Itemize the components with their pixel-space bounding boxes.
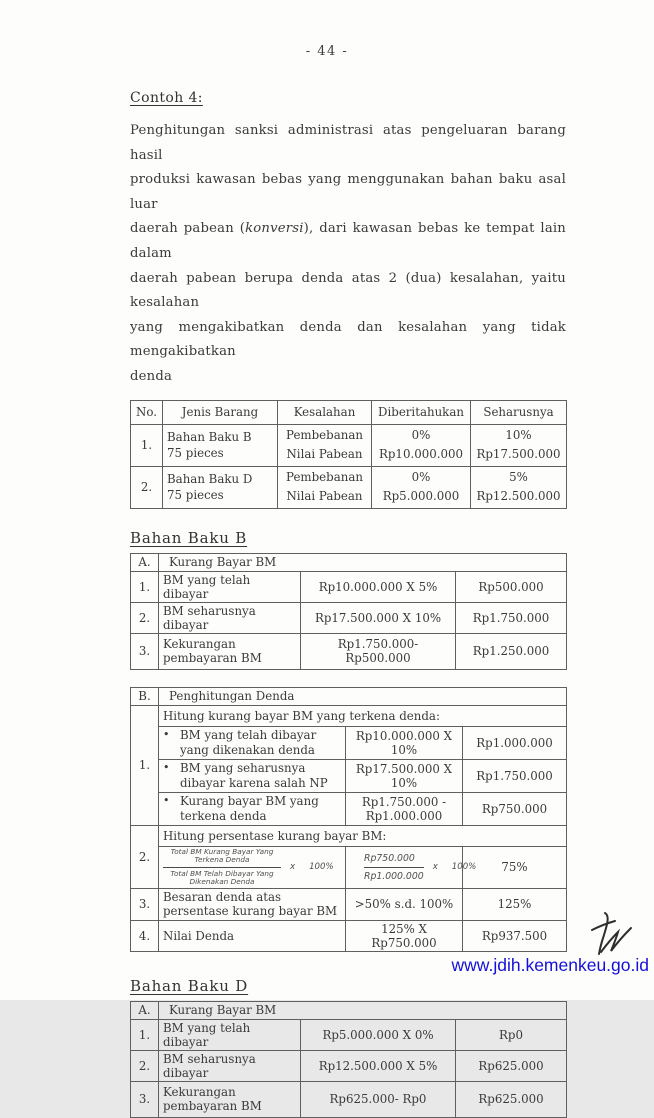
col-header-no: No. bbox=[131, 400, 163, 424]
table-row-step-3 bbox=[131, 888, 567, 920]
bullet-text: Kurang bayar BM yang terkena denda bbox=[180, 794, 319, 823]
cell-result: 75% bbox=[463, 846, 567, 888]
jenis-barang-table bbox=[130, 400, 567, 509]
table-row-step-4 bbox=[131, 920, 567, 951]
col-header-seharusnya: Seharusnya bbox=[471, 400, 567, 424]
barang-qty: 75 pieces bbox=[167, 488, 224, 503]
cell-result: Rp625.000 bbox=[456, 1050, 567, 1081]
table-row bbox=[131, 1081, 567, 1117]
cell-calc: Rp1.750.000 - Rp1.000.000 bbox=[346, 792, 463, 825]
cell-jenis-barang bbox=[163, 466, 278, 508]
cell-seharusnya bbox=[471, 424, 567, 466]
jdih-kemenkeu-link[interactable]: www.jdih.kemenkeu.go.id bbox=[451, 955, 649, 975]
bullet-icon: • bbox=[163, 794, 170, 808]
cell-label: BM yang telah dibayar bbox=[159, 571, 301, 602]
table-row-bullet bbox=[131, 792, 567, 825]
cell-calc: Rp10.000.000 X 10% bbox=[346, 726, 463, 759]
cell-result: Rp1.000.000 bbox=[463, 726, 567, 759]
cell-result: Rp750.000 bbox=[463, 792, 567, 825]
cell-diberitahukan bbox=[372, 466, 471, 508]
barang-name: Bahan Baku B bbox=[167, 429, 252, 444]
seharusnya-line: 10% bbox=[505, 427, 532, 442]
kesalahan-line: Pembebanan bbox=[286, 469, 363, 484]
cell-jenis-barang bbox=[163, 424, 278, 466]
fraction-numerator bbox=[163, 848, 281, 868]
table-section-row bbox=[131, 553, 567, 571]
cell-formula-values bbox=[346, 846, 477, 888]
bullet-text: BM yang telah dibayar yang dikenakan denda bbox=[180, 728, 317, 757]
paragraph-line: Penghitungan sanksi administrasi atas pengeluaran barang hasil bbox=[130, 123, 566, 163]
cell-label: Besaran denda atas persentase kurang bayar BM bbox=[159, 888, 346, 920]
cell-section-letter: B. bbox=[131, 687, 159, 705]
intro-paragraph bbox=[130, 119, 566, 390]
table-section-row bbox=[131, 687, 567, 705]
multiply-sign: x bbox=[290, 862, 296, 873]
table-header-row bbox=[131, 400, 567, 424]
cell-diberitahukan bbox=[372, 424, 471, 466]
cell-no: 1. bbox=[131, 571, 159, 602]
cell-label: BM seharusnya dibayar bbox=[159, 1050, 301, 1081]
cell-result: Rp500.000 bbox=[456, 571, 567, 602]
fraction bbox=[364, 852, 424, 883]
paragraph-line bbox=[130, 217, 566, 266]
paragraph-text: daerah pabean ( bbox=[130, 221, 246, 237]
cell-label: BM yang telah dibayar bbox=[159, 1019, 301, 1050]
cell-seharusnya bbox=[471, 466, 567, 508]
cell-no: 3. bbox=[131, 1081, 159, 1117]
table-row bbox=[131, 1050, 567, 1081]
denominator-line: Total BM Telah Dibayar Yang bbox=[170, 868, 274, 878]
cell-step-label: Hitung persentase kurang bayar BM: bbox=[159, 825, 567, 846]
cell-label: Kekurangan pembayaran BM bbox=[159, 1081, 301, 1117]
cell-no: 1. bbox=[131, 424, 163, 466]
seharusnya-line: Rp17.500.000 bbox=[476, 447, 561, 462]
bullet-text: BM yang seharusnya dibayar karena salah NP bbox=[180, 761, 328, 790]
paragraph-line: daerah pabean berupa denda atas 2 (dua) kesalahan, yaitu kesalahan bbox=[130, 270, 566, 311]
cell-calc: Rp5.000.000 X 0% bbox=[301, 1019, 456, 1050]
paragraph-line: denda bbox=[130, 368, 173, 384]
cell-calc: >50% s.d. 100% bbox=[346, 888, 463, 920]
bullet-icon: • bbox=[163, 761, 170, 775]
cell-no: 3. bbox=[131, 888, 159, 920]
cell-no: 4. bbox=[131, 920, 159, 951]
table-row bbox=[131, 424, 567, 466]
fraction-denominator bbox=[163, 870, 281, 887]
multiply-sign: x bbox=[432, 862, 438, 873]
cell-no: 1. bbox=[131, 1019, 159, 1050]
table-row bbox=[131, 571, 567, 602]
barang-qty: 75 pieces bbox=[167, 446, 224, 461]
cell-result: Rp1.250.000 bbox=[456, 633, 567, 669]
kurang-bayar-bm-table-d bbox=[130, 1001, 567, 1118]
table-section-row bbox=[131, 1001, 567, 1019]
cell-result: Rp625.000 bbox=[456, 1081, 567, 1117]
table-row-formula bbox=[131, 846, 567, 888]
diberitahukan-line: Rp5.000.000 bbox=[382, 489, 460, 504]
cell-step-label: Hitung kurang bayar BM yang terkena denda: bbox=[159, 705, 567, 726]
cell-section-title: Kurang Bayar BM bbox=[159, 1001, 567, 1019]
cell-label: Nilai Denda bbox=[159, 920, 346, 951]
cell-calc: Rp17.500.000 X 10% bbox=[301, 602, 456, 633]
cell-formula-definition bbox=[159, 846, 346, 888]
table-row bbox=[131, 466, 567, 508]
cell-no: 3. bbox=[131, 633, 159, 669]
hundred-percent: 100% bbox=[451, 862, 477, 873]
seharusnya-line: Rp12.500.000 bbox=[476, 489, 561, 504]
cell-kesalahan bbox=[278, 466, 372, 508]
cell-bullet-label bbox=[159, 792, 346, 825]
cell-bullet-label bbox=[159, 759, 346, 792]
fraction bbox=[163, 848, 281, 887]
cell-no: 2. bbox=[131, 825, 159, 888]
section-heading-bahan-baku-b: Bahan Baku B bbox=[130, 528, 248, 547]
cell-result: Rp937.500 bbox=[463, 920, 567, 951]
cell-result: Rp1.750.000 bbox=[456, 602, 567, 633]
barang-name: Bahan Baku D bbox=[167, 471, 253, 486]
hundred-percent: 100% bbox=[309, 862, 334, 873]
section-heading-contoh-4: Contoh 4: bbox=[130, 90, 203, 106]
diberitahukan-line: Rp10.000.000 bbox=[379, 447, 463, 462]
cell-label: Kekurangan pembayaran BM bbox=[159, 633, 301, 669]
cell-no: 1. bbox=[131, 705, 159, 825]
cell-no: 2. bbox=[131, 602, 159, 633]
table-row-step-2 bbox=[131, 825, 567, 846]
section-heading-bahan-baku-d: Bahan Baku D bbox=[130, 976, 249, 995]
cell-calc: 125% X Rp750.000 bbox=[346, 920, 463, 951]
penghitungan-denda-table bbox=[130, 687, 567, 952]
denominator-line: Dikenakan Denda bbox=[189, 877, 255, 887]
paragraph-text: ), dari kawasan bebas ke tempat lain dalam bbox=[130, 221, 567, 261]
fraction-denominator: Rp1.000.000 bbox=[364, 870, 424, 882]
cell-calc: Rp1.750.000- Rp500.000 bbox=[301, 633, 456, 669]
cell-kesalahan bbox=[278, 424, 372, 466]
cell-calc: Rp10.000.000 X 5% bbox=[301, 571, 456, 602]
cell-result: 125% bbox=[463, 888, 567, 920]
cell-section-letter: A. bbox=[131, 1001, 159, 1019]
cell-no: 2. bbox=[131, 466, 163, 508]
col-header-kesalahan: Kesalahan bbox=[278, 400, 372, 424]
numerator-line: Terkena Denda bbox=[194, 855, 250, 865]
table-row-bullet bbox=[131, 726, 567, 759]
table-row-step-1 bbox=[131, 705, 567, 726]
col-header-diberitahukan: Diberitahukan bbox=[372, 400, 471, 424]
fraction-numerator: Rp750.000 bbox=[364, 852, 424, 868]
cell-label: BM seharusnya dibayar bbox=[159, 602, 301, 633]
kurang-bayar-bm-table-b bbox=[130, 553, 567, 670]
paragraph-line: produksi kawasan bebas yang menggunakan bahan baku asal luar bbox=[130, 172, 566, 212]
table-row bbox=[131, 633, 567, 669]
table-row bbox=[131, 602, 567, 633]
cell-calc: Rp17.500.000 X 10% bbox=[346, 759, 463, 792]
cell-calc: Rp12.500.000 X 5% bbox=[301, 1050, 456, 1081]
cell-section-letter: A. bbox=[131, 553, 159, 571]
diberitahukan-line: 0% bbox=[411, 427, 431, 442]
cell-result: Rp0 bbox=[456, 1019, 567, 1050]
paragraph-italic-term: konversi bbox=[245, 221, 304, 237]
kesalahan-line: Nilai Pabean bbox=[286, 489, 363, 504]
bullet-icon: • bbox=[163, 728, 170, 742]
cell-result: Rp1.750.000 bbox=[463, 759, 567, 792]
kesalahan-line: Nilai Pabean bbox=[286, 447, 363, 462]
table-row bbox=[131, 1019, 567, 1050]
kesalahan-line: Pembebanan bbox=[286, 427, 363, 442]
cell-no: 2. bbox=[131, 1050, 159, 1081]
numerator-line: Total BM Kurang Bayar Yang bbox=[170, 846, 274, 856]
cell-section-title: Kurang Bayar BM bbox=[159, 553, 567, 571]
page-number: - 44 - bbox=[305, 44, 349, 59]
diberitahukan-line: 0% bbox=[411, 469, 431, 484]
cell-section-title: Penghitungan Denda bbox=[159, 687, 567, 705]
cell-calc: Rp625.000- Rp0 bbox=[301, 1081, 456, 1117]
paragraph-line: yang mengakibatkan denda dan kesalahan yang tidak mengakibatkan bbox=[130, 319, 566, 360]
seharusnya-line: 5% bbox=[509, 469, 528, 484]
signature-paraph-icon bbox=[586, 908, 640, 960]
cell-bullet-label bbox=[159, 726, 346, 759]
col-header-jenis-barang: Jenis Barang bbox=[163, 400, 278, 424]
table-row-bullet bbox=[131, 759, 567, 792]
